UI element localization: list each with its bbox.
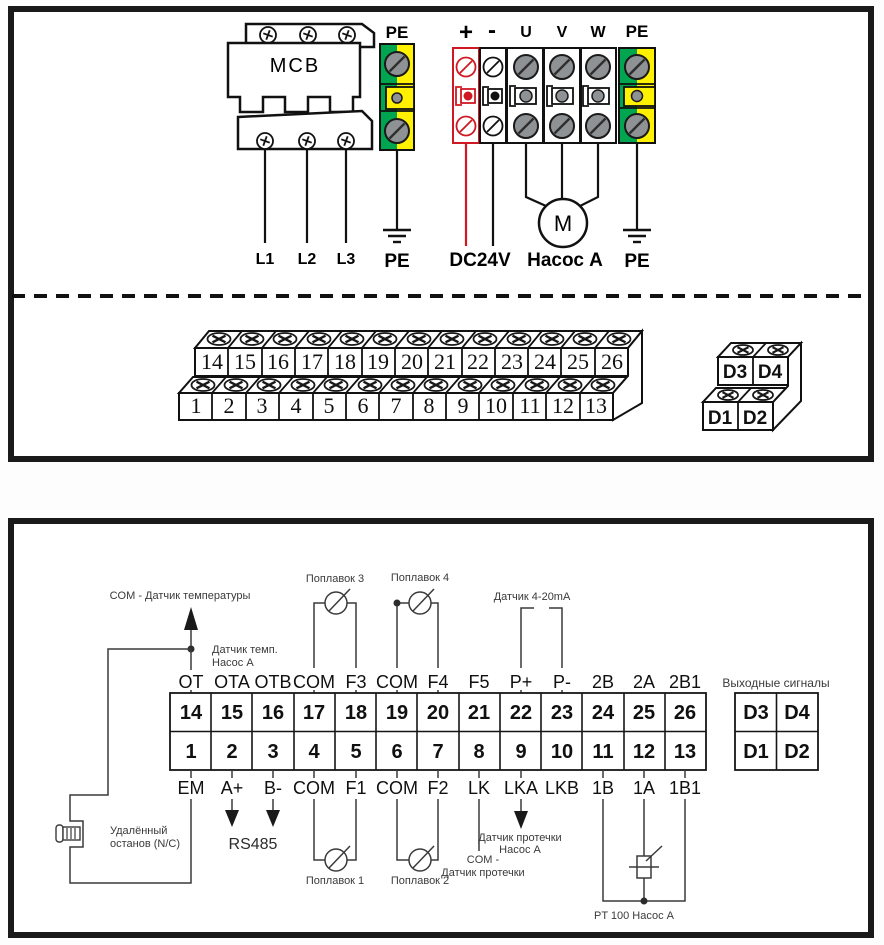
svg-text:6: 6 xyxy=(391,741,403,763)
svg-text:8: 8 xyxy=(423,393,435,418)
svg-text:10: 10 xyxy=(550,741,574,763)
screw-icon xyxy=(341,333,364,345)
screw-icon xyxy=(408,333,431,345)
svg-text:23: 23 xyxy=(550,702,574,724)
terminal-contact xyxy=(392,93,402,103)
screw-icon xyxy=(338,133,354,149)
screw-icon xyxy=(492,379,515,391)
svg-text:26: 26 xyxy=(601,349,623,374)
screw-icon xyxy=(514,114,538,138)
cell-d1: D1 xyxy=(743,741,769,763)
screw-icon xyxy=(592,379,615,391)
term-2b: 2B xyxy=(591,672,615,692)
phase-label-l1: L1 xyxy=(255,251,275,268)
svg-text:D2: D2 xyxy=(742,408,768,429)
svg-text:15: 15 xyxy=(220,702,244,724)
junction-dot xyxy=(394,600,401,607)
term-f3: F3 xyxy=(345,672,367,692)
screw-icon xyxy=(258,379,281,391)
term-1a: 1A xyxy=(632,778,656,798)
screw-icon xyxy=(274,333,297,345)
screw-icon xyxy=(225,379,248,391)
screw-icon xyxy=(241,333,264,345)
svg-text:4: 4 xyxy=(308,741,320,763)
strip-cell: 14 xyxy=(201,349,223,374)
term-com6: COM xyxy=(376,778,418,798)
cell-d4: D4 xyxy=(784,702,810,724)
pt100-label: PT 100 Насос А xyxy=(593,910,675,922)
svg-text:7: 7 xyxy=(432,741,444,763)
screw-icon xyxy=(508,333,531,345)
screw-icon xyxy=(192,379,215,391)
term-2b1: 2B1 xyxy=(668,672,702,692)
screw-icon xyxy=(526,379,549,391)
svg-text:26: 26 xyxy=(673,702,697,724)
minus-contact xyxy=(491,92,500,101)
pe-label-bottom: PE xyxy=(384,251,410,272)
svg-text:1: 1 xyxy=(190,393,202,418)
leak-label-1: Датчик протечки xyxy=(478,832,562,844)
screw-icon xyxy=(457,117,476,136)
screw-icon xyxy=(374,333,397,345)
screw-icon xyxy=(300,27,316,43)
svg-text:12: 12 xyxy=(632,741,656,763)
screw-icon xyxy=(608,333,631,345)
float1-label: Поплавок 1 xyxy=(305,875,365,887)
svg-text:17: 17 xyxy=(302,702,326,724)
d-cell: D3 xyxy=(722,362,748,383)
svg-text:4: 4 xyxy=(290,393,302,418)
pump-label: Насос А xyxy=(527,250,603,271)
svg-text:2: 2 xyxy=(226,741,238,763)
terminal-table xyxy=(170,693,706,770)
screw-icon xyxy=(425,379,448,391)
screw-icon xyxy=(385,119,409,143)
svg-text:D4: D4 xyxy=(757,362,783,383)
pe-label-top: PE xyxy=(625,22,649,41)
screw-icon xyxy=(457,58,476,77)
motor-symbol: M xyxy=(553,211,573,236)
terminal-strip-3d xyxy=(179,331,642,420)
svg-text:25: 25 xyxy=(567,349,589,374)
screw-icon xyxy=(339,27,355,43)
phase-label-l3: L3 xyxy=(336,251,356,268)
svg-text:6: 6 xyxy=(357,393,369,418)
screw-icon xyxy=(768,345,788,355)
screw-icon xyxy=(733,345,753,355)
term-lka: LKA xyxy=(503,778,539,798)
sensor420-label: Датчик 4-20mA xyxy=(493,591,571,603)
svg-text:3: 3 xyxy=(267,741,279,763)
cell-14: 14 xyxy=(179,702,203,724)
screw-icon xyxy=(257,133,273,149)
terminal-label-v: V xyxy=(556,24,568,41)
mcb-label: MCB xyxy=(269,55,321,77)
screw-icon xyxy=(208,333,231,345)
screw-icon xyxy=(574,333,597,345)
term-p-plus: P+ xyxy=(509,672,533,692)
svg-text:25: 25 xyxy=(632,702,656,724)
screw-icon xyxy=(308,333,331,345)
screw-icon xyxy=(559,379,582,391)
term-lk: LK xyxy=(467,778,491,798)
plus-contact xyxy=(464,92,473,101)
svg-text:19: 19 xyxy=(367,349,389,374)
svg-text:20: 20 xyxy=(401,349,423,374)
screw-icon xyxy=(625,114,649,138)
svg-text:D1: D1 xyxy=(707,408,733,429)
term-1b1: 1B1 xyxy=(668,778,702,798)
svg-text:24: 24 xyxy=(534,349,556,374)
pe-label-bottom: PE xyxy=(624,251,650,272)
leak-label-2: Насос А xyxy=(499,844,541,856)
terminal-contact xyxy=(632,91,643,102)
svg-text:15: 15 xyxy=(234,349,256,374)
temp-com-label: COM - Датчик температуры xyxy=(109,590,251,602)
switch-plunger-icon xyxy=(56,825,63,842)
cell-d3: D3 xyxy=(743,702,769,724)
control-panel xyxy=(11,521,871,935)
screw-icon xyxy=(392,379,415,391)
minus-label: - xyxy=(488,17,496,44)
svg-text:5: 5 xyxy=(323,393,335,418)
remote-stop-label-2: останов (N/C) xyxy=(110,838,181,850)
svg-text:11: 11 xyxy=(519,393,541,418)
junction-dot xyxy=(641,898,648,905)
svg-text:2: 2 xyxy=(223,393,235,418)
output-signals-label: Выходные сигналы xyxy=(722,676,830,690)
leak-com-label-2: Датчик протечки xyxy=(441,867,525,879)
svg-text:13: 13 xyxy=(585,393,607,418)
cell-1: 1 xyxy=(185,741,197,763)
float3-label: Поплавок 3 xyxy=(305,573,365,585)
remote-stop-label-1: Удалённый xyxy=(110,825,168,837)
phase-label-l2: L2 xyxy=(297,251,317,268)
term-em: EM xyxy=(177,778,205,798)
svg-text:11: 11 xyxy=(592,741,614,763)
term-f2: F2 xyxy=(427,778,449,798)
term-f1: F1 xyxy=(345,778,367,798)
screw-icon xyxy=(474,333,497,345)
term-f5: F5 xyxy=(468,672,490,692)
term-com19: COM xyxy=(376,672,418,692)
screw-icon xyxy=(484,58,503,77)
svg-text:8: 8 xyxy=(473,741,485,763)
svg-text:24: 24 xyxy=(591,702,615,724)
cell-d2: D2 xyxy=(784,741,810,763)
svg-text:20: 20 xyxy=(426,702,450,724)
svg-text:16: 16 xyxy=(267,349,289,374)
screw-icon xyxy=(260,27,276,43)
screw-icon xyxy=(292,379,315,391)
svg-text:7: 7 xyxy=(390,393,402,418)
screw-icon xyxy=(359,379,382,391)
term-1b: 1B xyxy=(591,778,615,798)
svg-text:12: 12 xyxy=(552,393,574,418)
term-com4: COM xyxy=(293,778,335,798)
rs485-label: RS485 xyxy=(228,836,278,853)
temp-sensor-label-1: Датчик темп. xyxy=(212,644,278,656)
term-b-minus: B- xyxy=(264,778,282,798)
term-lkb: LKB xyxy=(544,778,580,798)
float2-label: Поплавок 2 xyxy=(390,875,450,887)
screw-icon xyxy=(299,133,315,149)
screw-icon xyxy=(541,333,564,345)
screw-icon xyxy=(325,379,348,391)
dc24v-label: DC24V xyxy=(449,250,511,271)
screw-icon xyxy=(550,114,574,138)
screw-icon xyxy=(718,390,738,400)
svg-text:18: 18 xyxy=(334,349,356,374)
screw-icon xyxy=(459,379,482,391)
leak-com-label-1: COM - xyxy=(466,854,500,866)
term-2a: 2A xyxy=(632,672,656,692)
screw-icon xyxy=(753,390,773,400)
svg-text:19: 19 xyxy=(385,702,409,724)
screw-icon xyxy=(625,55,649,79)
float4-label: Поплавок 4 xyxy=(390,572,450,584)
screw-icon xyxy=(586,114,610,138)
svg-text:23: 23 xyxy=(501,349,523,374)
term-com17: COM xyxy=(293,672,335,692)
term-otb: OTB xyxy=(254,672,292,692)
term-p-minus: P- xyxy=(553,672,571,692)
svg-text:9: 9 xyxy=(515,741,527,763)
screw-icon xyxy=(586,55,610,79)
terminal-label-w: W xyxy=(590,24,606,41)
term-ot: OT xyxy=(178,672,204,692)
screw-icon xyxy=(441,333,464,345)
power-panel xyxy=(11,9,871,459)
svg-text:9: 9 xyxy=(457,393,469,418)
svg-text:21: 21 xyxy=(467,702,491,724)
svg-text:21: 21 xyxy=(434,349,456,374)
screw-icon xyxy=(484,117,503,136)
svg-text:5: 5 xyxy=(350,741,362,763)
pe-label-top: PE xyxy=(385,23,409,42)
svg-text:13: 13 xyxy=(673,741,697,763)
svg-text:22: 22 xyxy=(467,349,489,374)
term-ota: OTA xyxy=(214,672,250,692)
temp-sensor-label-2: Насос А xyxy=(212,657,254,669)
screw-icon xyxy=(550,55,574,79)
terminal-label-u: U xyxy=(520,24,532,41)
svg-text:17: 17 xyxy=(301,349,323,374)
screw-icon xyxy=(514,55,538,79)
screw-icon xyxy=(385,52,409,76)
svg-text:3: 3 xyxy=(256,393,268,418)
term-a-plus: A+ xyxy=(220,778,244,798)
plus-label: + xyxy=(458,19,474,46)
svg-text:10: 10 xyxy=(485,393,507,418)
svg-text:22: 22 xyxy=(509,702,533,724)
term-f4: F4 xyxy=(427,672,449,692)
svg-text:16: 16 xyxy=(261,702,285,724)
svg-text:18: 18 xyxy=(344,702,368,724)
